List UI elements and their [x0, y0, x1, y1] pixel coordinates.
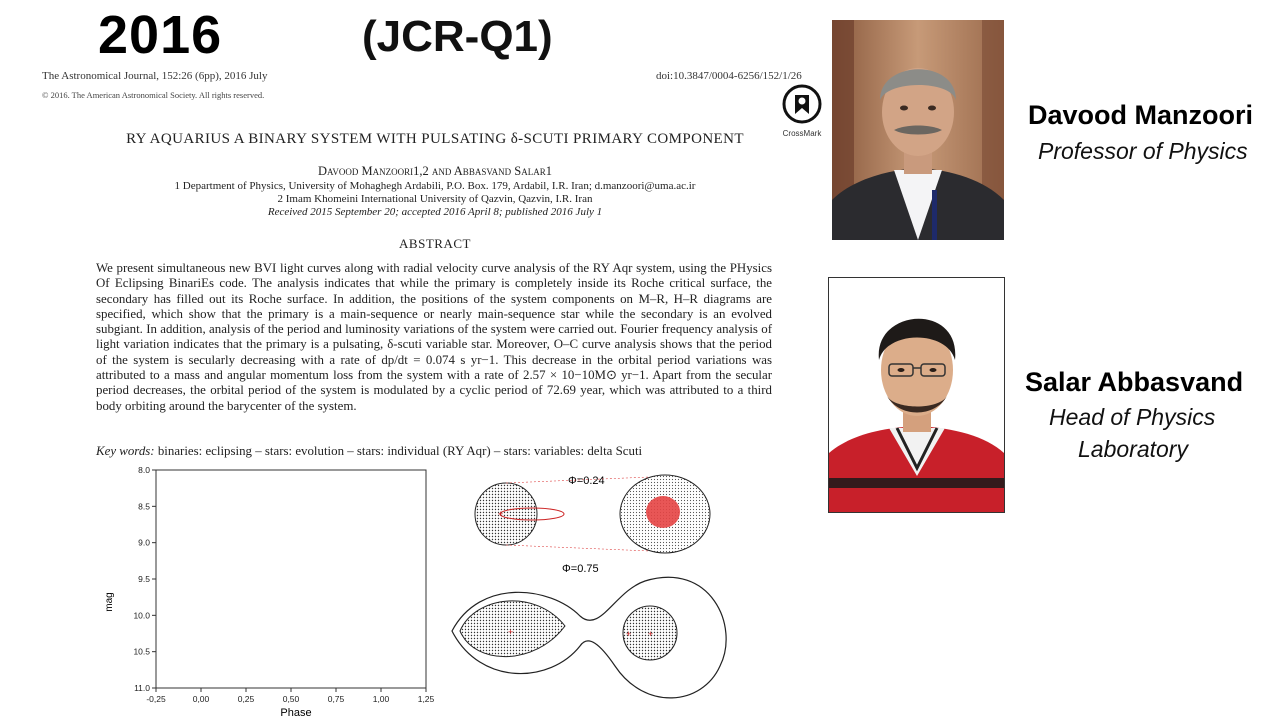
primary-star-bottom	[460, 601, 565, 657]
person-name-2: Salar Abbasvand	[1025, 367, 1244, 397]
copyright: © 2016. The American Astronomical Society. All rights reserved.	[42, 90, 265, 100]
crossmark-icon	[782, 84, 822, 124]
roche-model-figure	[440, 466, 740, 720]
y-tick-label: 11.0	[134, 683, 150, 693]
plot-frame	[156, 470, 426, 688]
y-axis-label: mag	[104, 592, 115, 612]
y-tick-label: 9.5	[138, 574, 150, 584]
journal-citation: The Astronomical Journal, 152:26 (6pp), 2016 July	[42, 70, 268, 82]
photo-salar-abbasvand-frame	[828, 277, 1005, 513]
person-role-1: Professor of Physics	[1038, 138, 1248, 164]
paper-authors: Davood Manzoori1,2 and Abbasvand Salar1	[318, 164, 552, 178]
keywords-label: Key words:	[96, 444, 155, 458]
journal-rank: (JCR-Q1)	[362, 12, 553, 61]
person-role-2-line2: Laboratory	[1078, 436, 1188, 462]
secondary-star-top	[620, 475, 710, 553]
x-tick-label: 0,25	[237, 694, 255, 704]
x-tick-label: 0,75	[327, 694, 345, 704]
keywords	[96, 444, 796, 459]
y-tick-label: 8.5	[138, 501, 150, 512]
paper-title: RY AQUARIUS A BINARY SYSTEM WITH PULSATING δ-SCUTI PRIMARY COMPONENT	[126, 131, 744, 147]
photo-salar-abbasvand	[829, 278, 1004, 512]
person-name-1: Davood Manzoori	[1028, 100, 1254, 130]
abstract-text: We present simultaneous new BVI light curves along with radial velocity curve analysis of the RY Aqr system, using the PHysics Of Eclipsing BinariEs code. The analysis indicates that while the primary is completely inside its Roche critical surface, the secondary has filled out its Roche surface. In addition, the positions of the system components on M–R, H–R diagrams are specified, which show that the primary is a main-sequence or nearly main-sequence star while the secondary is an evolved subgiant. In addition, analysis of the period and luminosity variations of the system were carried out. Fourier frequency analysis of light variation indicates that the primary is a pulsating, δ-scuti variable star. Moreover, O–C curve analysis shows that the period of the system is secularly decreasing with a rate of dp/dt = 0.074 s yr−1. This decrease in the orbital period variations was attributed to a mass and angular momentum loss from the system with a rate of 2.57 × 10−10M⊙ yr−1. Apart from the secular period decreases, the orbital period of the system is modulated by a cyclic period of 72.69 year, which was attributed to a third body orbiting around the barycenter of the system.	[96, 261, 772, 413]
x-tick-label: -0,25	[146, 694, 166, 704]
svg-text:+: +	[626, 629, 632, 639]
person-role-2-line1: Head of Physics	[1049, 404, 1216, 430]
keywords-list: binaries: eclipsing – stars: evolution – stars: individual (RY Aqr) – stars: variables: delta Scuti	[157, 444, 643, 458]
svg-text:+: +	[498, 509, 504, 519]
secondary-star-bottom	[623, 606, 677, 660]
phase-label-bottom: Φ=0.75	[562, 563, 599, 575]
y-tick-label: 10.0	[133, 610, 150, 621]
x-axis-label: Phase	[280, 707, 312, 719]
x-tick-label: 0,50	[282, 694, 300, 704]
y-tick-label: 9.0	[138, 537, 150, 548]
crossmark-badge[interactable]	[778, 84, 826, 138]
phase-label-top: Φ=0.24	[568, 475, 605, 487]
affiliation-1: 1 Department of Physics, University of Mohaghegh Ardabili, P.O. Box. 179, Ardabil, I.R. Iran; d.manzoori@uma.ac.ir	[174, 180, 696, 192]
svg-text:+: +	[508, 627, 514, 637]
x-tick-label: 1,25	[417, 694, 435, 704]
x-tick-label: 0,00	[192, 694, 210, 704]
primary-star-top	[475, 483, 564, 545]
x-tick-label: 1,00	[372, 694, 390, 704]
light-curve-chart	[100, 462, 440, 720]
y-tick-label: 8.0	[138, 465, 150, 475]
slide-year: 2016	[98, 5, 223, 65]
photo-davood-manzoori	[832, 20, 1004, 240]
affiliation-2: 2 Imam Khomeini International University of Qazvin, Qazvin, I.R. Iran	[277, 193, 593, 205]
crossmark-label: CrossMark	[782, 129, 822, 138]
abstract-heading: ABSTRACT	[399, 236, 471, 251]
y-tick-label: 10.5	[133, 646, 150, 657]
svg-text:+: +	[648, 629, 654, 639]
doi: doi:10.3847/0004-6256/152/1/26	[656, 70, 802, 82]
chart-axes	[133, 465, 434, 704]
received-dates: Received 2015 September 20; accepted 2016 April 8; published 2016 July 1	[267, 206, 603, 218]
